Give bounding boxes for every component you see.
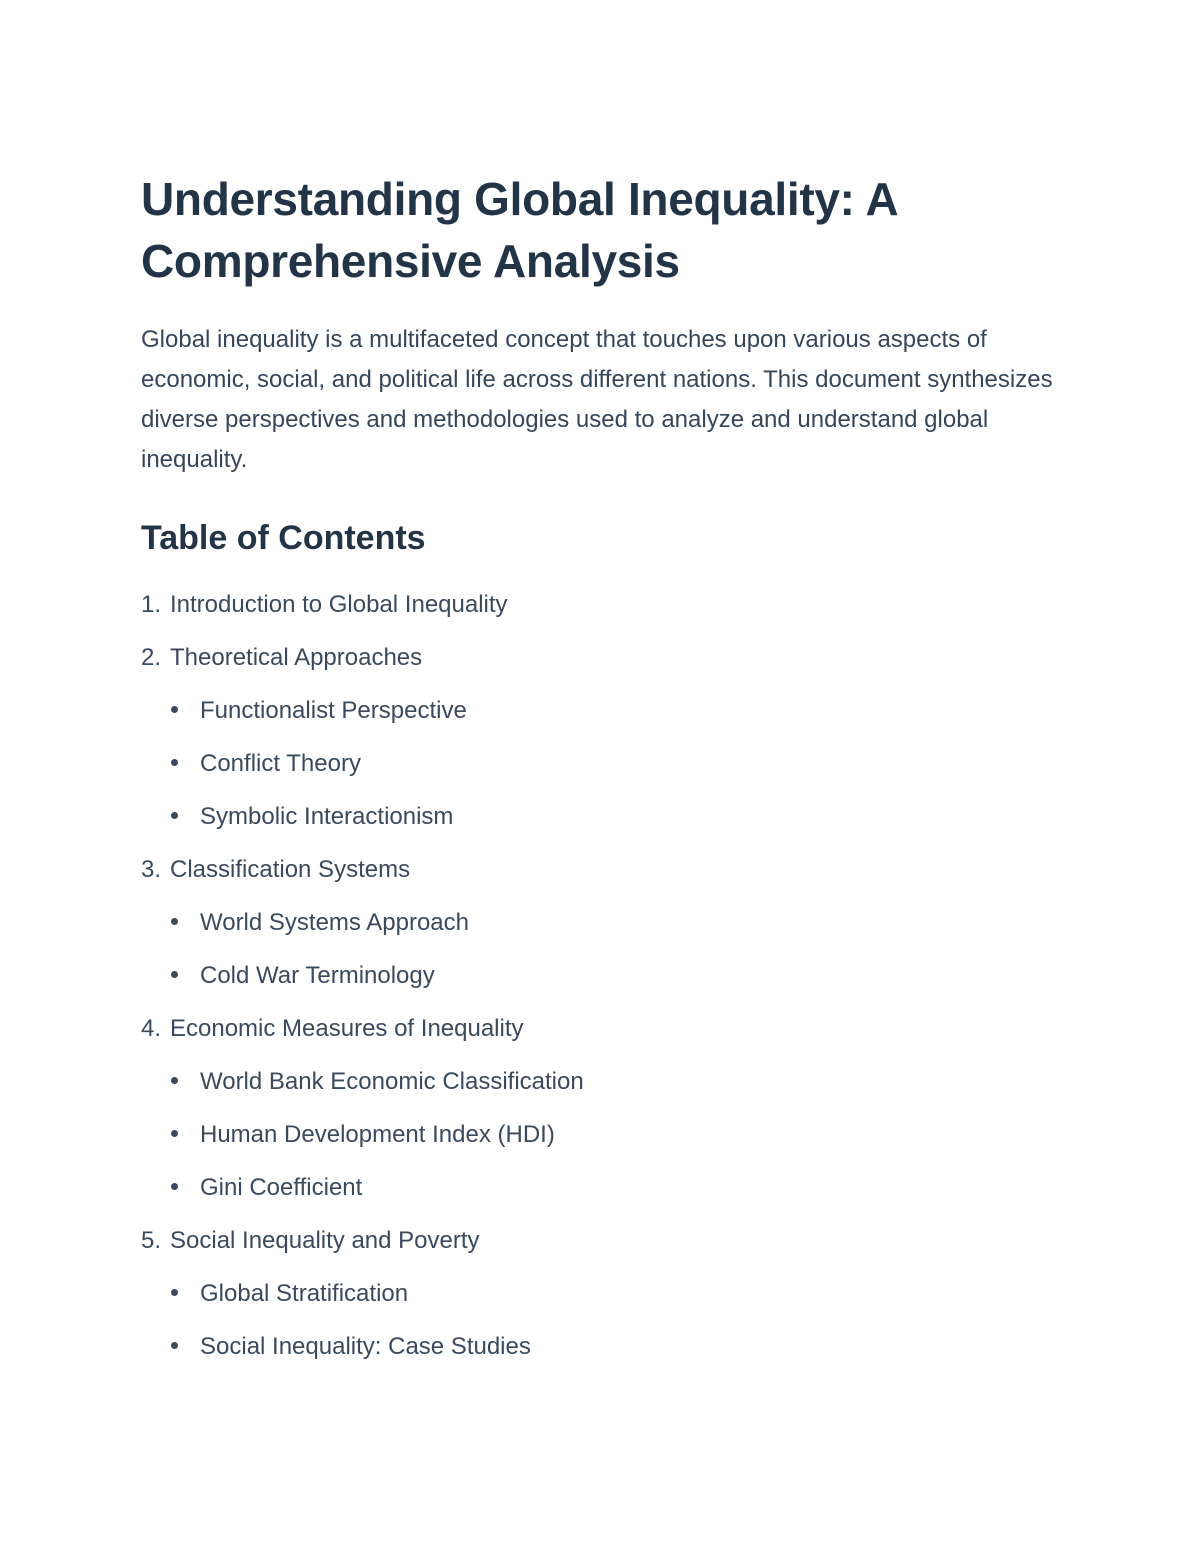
toc-item-label: Theoretical Approaches [170, 644, 423, 671]
toc-item-label: Introduction to Global Inequality [170, 591, 508, 618]
toc-subitem-label: Global Stratification [200, 1280, 409, 1307]
toc-section-4 [141, 1002, 1061, 1214]
toc-subitem-label: World Systems Approach [200, 909, 470, 936]
toc-section-2 [141, 631, 1061, 843]
toc-subitem-label: Symbolic Interactionism [200, 803, 454, 830]
bullet-icon [171, 812, 178, 819]
toc-subitem [141, 1108, 1061, 1161]
toc-subitem [141, 737, 1061, 790]
toc-subitem [141, 684, 1061, 737]
toc-subitem-label: Gini Coefficient [200, 1174, 363, 1201]
toc-item [141, 631, 1061, 684]
bullet-icon [171, 1289, 178, 1296]
document-title-line-2: Comprehensive Analysis [141, 235, 680, 287]
toc-sublist [141, 684, 1061, 843]
bullet-icon [171, 1130, 178, 1137]
toc-subitem [141, 896, 1061, 949]
bullet-icon [171, 759, 178, 766]
toc-sublist [141, 1055, 1061, 1214]
toc-item-number: 5. [141, 1227, 162, 1254]
intro-paragraph: Global inequality is a multifaceted concept that touches upon various aspects of economic, social, and political life across different nations. This document synthesizes diverse perspectives and methodologies used to analyze and understand global inequality. [141, 326, 1053, 473]
toc-item [141, 578, 1061, 631]
toc-sublist [141, 1267, 1061, 1373]
document-title-line-1: Understanding Global Inequality: A [141, 173, 899, 225]
toc-subitem [141, 949, 1061, 1002]
toc-section-3 [141, 843, 1061, 1002]
toc-sublist [141, 896, 1061, 1002]
toc-subitem-label: Human Development Index (HDI) [200, 1121, 555, 1148]
toc-item-label: Social Inequality and Poverty [170, 1227, 480, 1254]
toc-section-5 [141, 1214, 1061, 1373]
document-title [141, 168, 1061, 292]
toc-section-1 [141, 578, 1061, 631]
toc-item [141, 1002, 1061, 1055]
toc-subitem-label: Social Inequality: Case Studies [200, 1333, 531, 1360]
bullet-icon [171, 1342, 178, 1349]
toc-subitem-label: Conflict Theory [200, 750, 361, 777]
bullet-icon [171, 706, 178, 713]
toc-subitem-label: World Bank Economic Classification [200, 1068, 584, 1095]
bullet-icon [171, 918, 178, 925]
toc-item-number: 4. [141, 1015, 162, 1042]
toc-item [141, 843, 1061, 896]
toc-item-number: 2. [141, 644, 162, 671]
toc-subitem-label: Functionalist Perspective [200, 697, 467, 724]
toc-item-label: Classification Systems [170, 856, 411, 883]
toc-subitem [141, 790, 1061, 843]
toc-subitem [141, 1055, 1061, 1108]
toc-item [141, 1214, 1061, 1267]
bullet-icon [171, 1183, 178, 1190]
toc-item-number: 3. [141, 856, 162, 883]
toc-subitem-label: Cold War Terminology [200, 962, 435, 989]
toc-heading: Table of Contents [141, 519, 426, 557]
document-page [141, 168, 1061, 1373]
bullet-icon [171, 1077, 178, 1084]
toc-item-label: Economic Measures of Inequality [170, 1015, 524, 1042]
toc-subitem [141, 1267, 1061, 1320]
toc-subitem [141, 1320, 1061, 1373]
toc-subitem [141, 1161, 1061, 1214]
toc-item-number: 1. [141, 591, 162, 618]
table-of-contents [141, 578, 1061, 1373]
bullet-icon [171, 971, 178, 978]
